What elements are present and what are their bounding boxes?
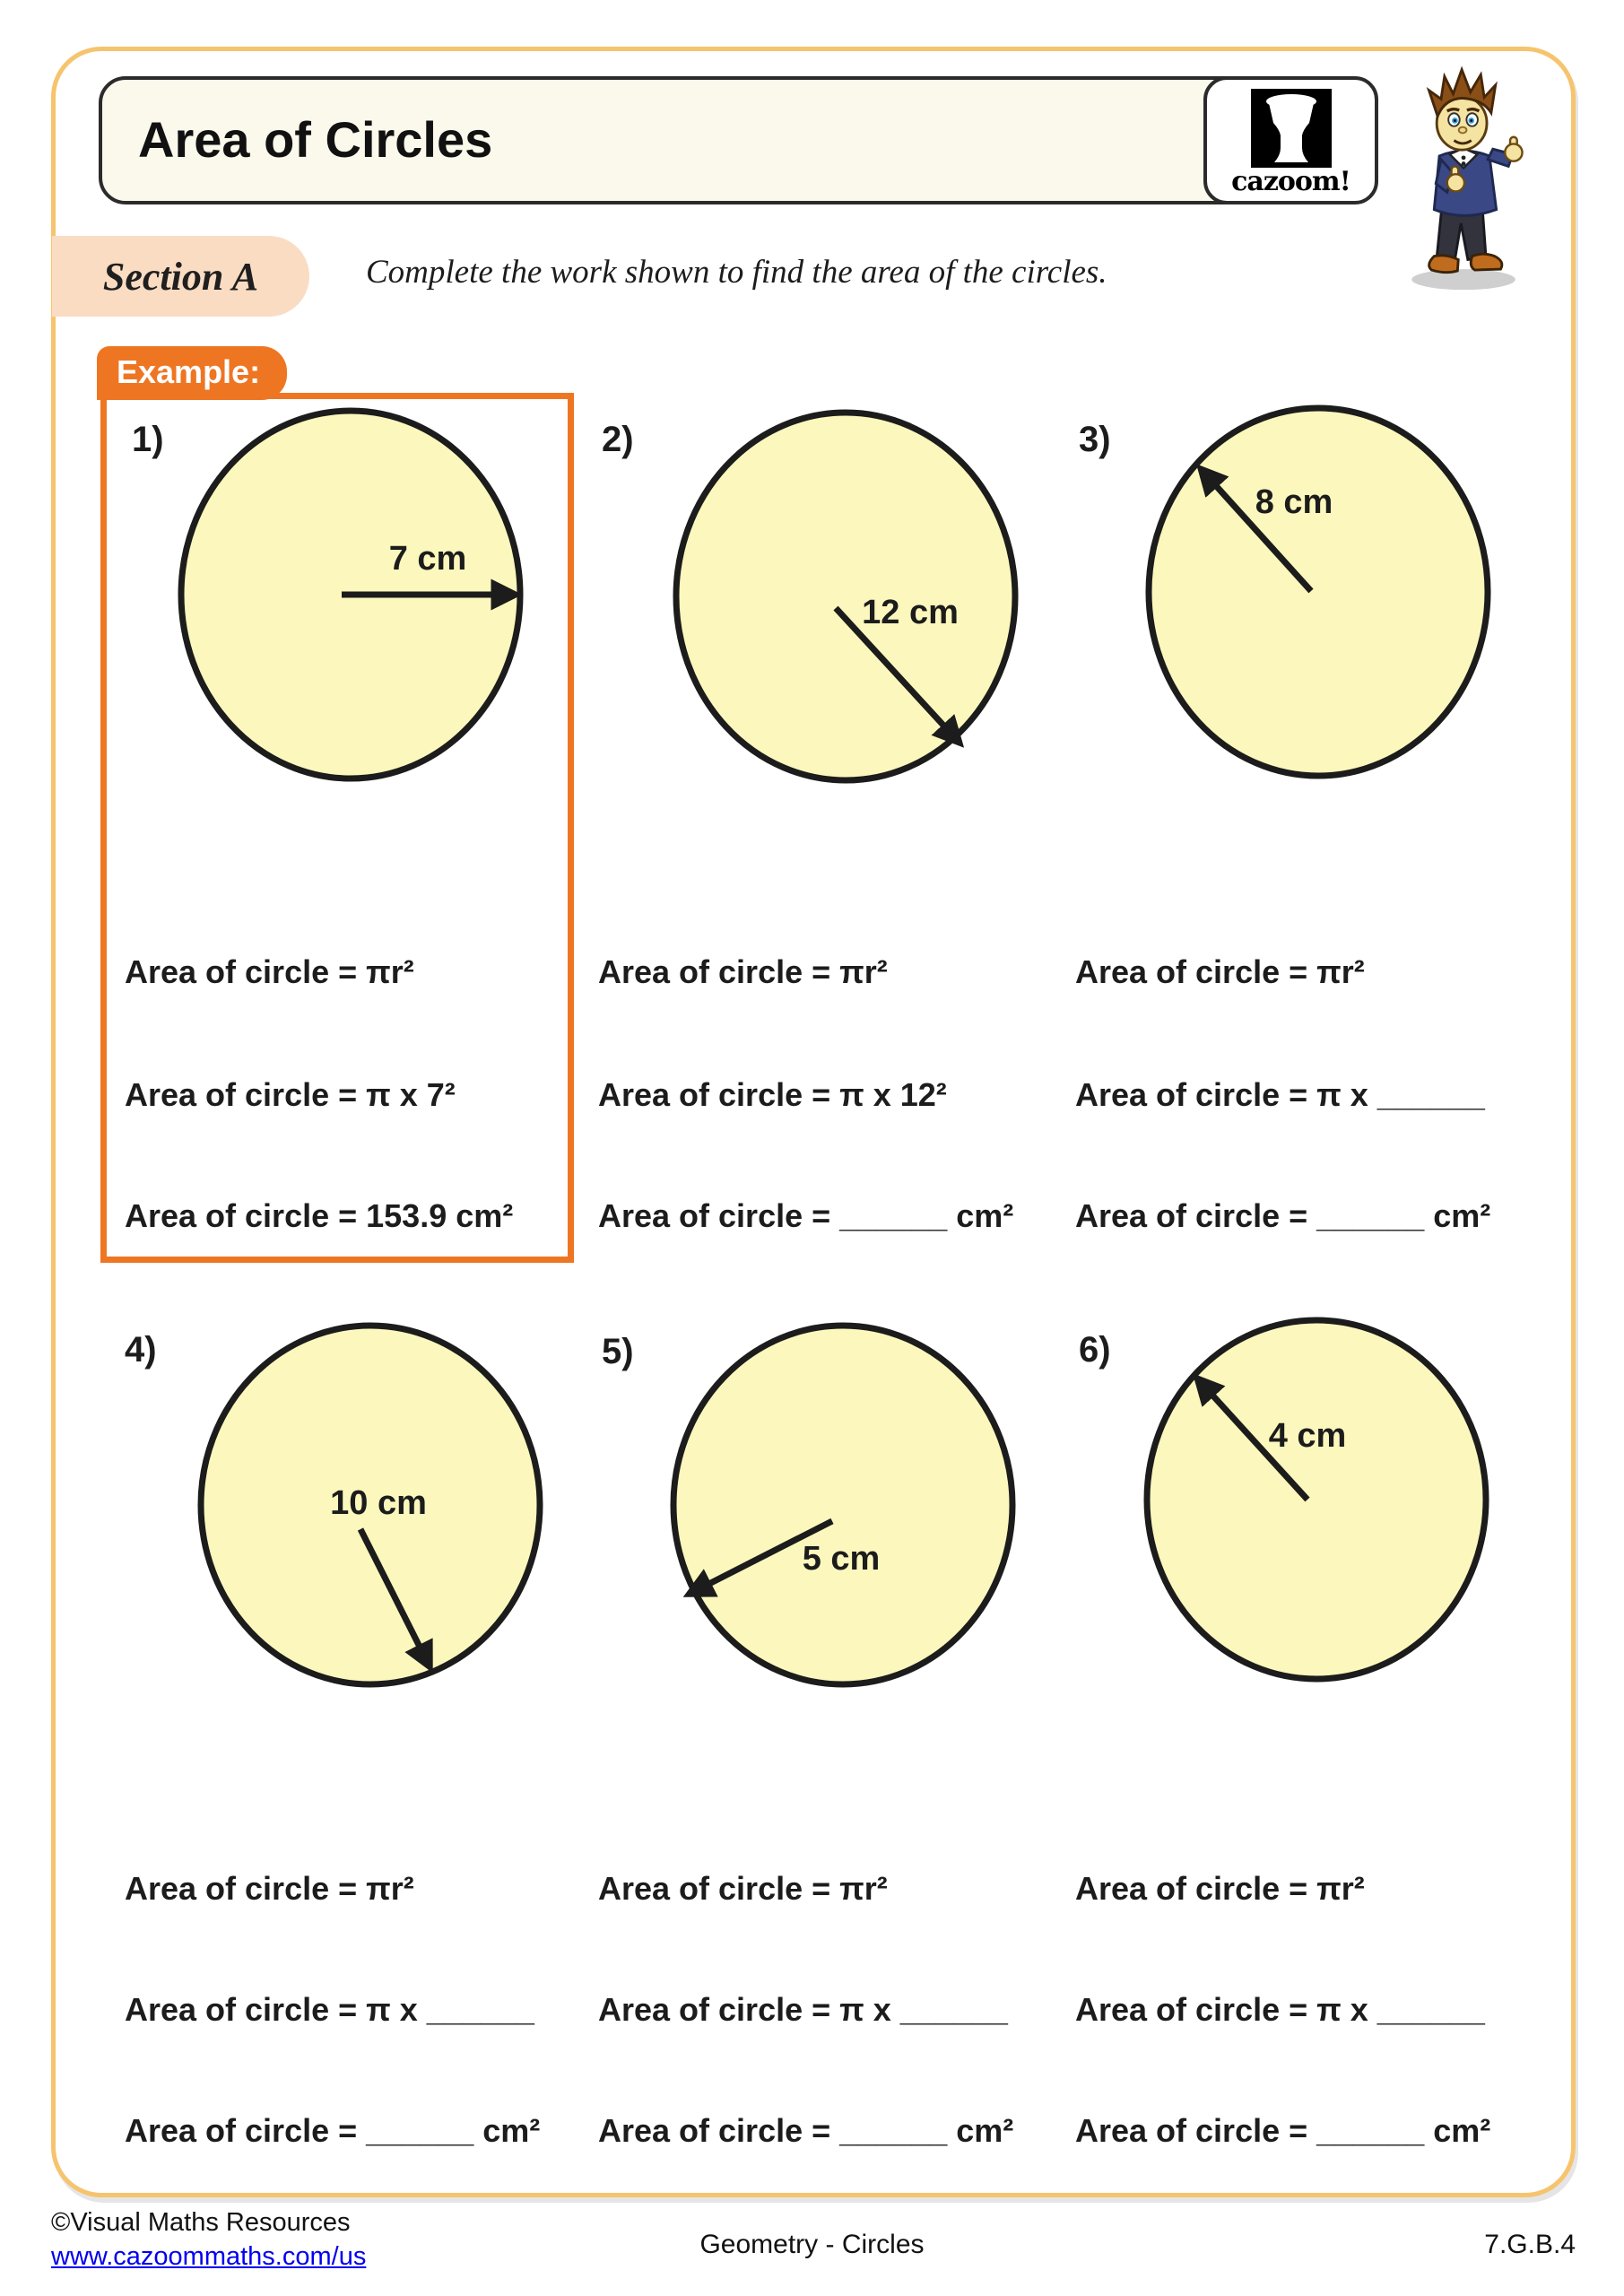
logo-wordmark: cazoom! [1231,166,1350,197]
problem-6-work-line-2: Area of circle = π x ______ [1075,1991,1485,2028]
header [99,76,1378,204]
example-badge: Example: [97,346,287,400]
section-a-badge [52,236,309,317]
radius-label: 5 cm [802,1540,881,1578]
problem-4-work-line-3: Area of circle = ______ cm² [125,2112,541,2149]
problem-3-number: 3) [1079,420,1111,459]
problem-2-work-line-2: Area of circle = π x 12² [598,1076,947,1113]
problem-3-work-line-2: Area of circle = π x ______ [1075,1076,1485,1113]
footer-standard-code: 7.G.B.4 [1484,2230,1576,2259]
radius-label: 7 cm [388,540,467,578]
problem-3-work-line-1: Area of circle = πr² [1075,953,1365,990]
problem-5-number: 5) [602,1332,634,1371]
radius-label: 12 cm [862,594,959,631]
problem-1-number: 1) [132,420,164,459]
problem-4-work-line-2: Area of circle = π x ______ [125,1991,534,2028]
radius-label: 8 cm [1255,483,1333,521]
section-instruction: Complete the work shown to find the area of the circles. [366,254,1107,291]
problem-4-number: 4) [125,1330,157,1370]
problem-3-work-line-3: Area of circle = ______ cm² [1075,1197,1491,1234]
problem-1-work-line-2: Area of circle = π x 7² [125,1076,456,1113]
footer-copyright: ©Visual Maths Resources [51,2208,351,2237]
cazoom-logo [1203,76,1378,204]
section-a-label: Section A [102,254,259,299]
mascot-boy-illustration [1397,61,1532,294]
circle-shape [673,1326,1012,1684]
problem-5-work-line-2: Area of circle = π x ______ [598,1991,1008,2028]
problem-5-work-line-1: Area of circle = πr² [598,1870,888,1907]
problem-4-figure [191,1315,550,1695]
drum-icon [1251,89,1332,168]
problem-4-work-line-1: Area of circle = πr² [125,1870,414,1907]
circle-shape [1147,1320,1486,1679]
problem-2-work-line-3: Area of circle = ______ cm² [598,1197,1014,1234]
problem-6-work-line-1: Area of circle = πr² [1075,1870,1365,1907]
page-title: Area of Circles [138,111,493,168]
problem-5-work-line-3: Area of circle = ______ cm² [598,2112,1014,2149]
problem-2-number: 2) [602,420,634,459]
radius-label: 4 cm [1268,1417,1347,1455]
circle-shape [1149,408,1488,776]
footer-website-link[interactable]: www.cazoommaths.com/us [51,2242,367,2271]
problem-1-work-line-1: Area of circle = πr² [125,953,414,990]
problem-3-figure [1139,402,1498,782]
problem-1-work-line-3: Area of circle = 153.9 cm² [125,1197,514,1234]
problem-6-figure [1137,1309,1496,1690]
footer-subject: Geometry - Circles [699,2230,925,2259]
example-outline-box [100,393,574,1263]
problem-6-number: 6) [1079,1330,1111,1370]
problem-5-figure [664,1315,1022,1695]
circle-shape [676,413,1015,780]
radius-label: 10 cm [330,1484,427,1522]
problem-6-work-line-3: Area of circle = ______ cm² [1075,2112,1491,2149]
problem-2-work-line-1: Area of circle = πr² [598,953,888,990]
problem-2-figure [666,406,1025,787]
